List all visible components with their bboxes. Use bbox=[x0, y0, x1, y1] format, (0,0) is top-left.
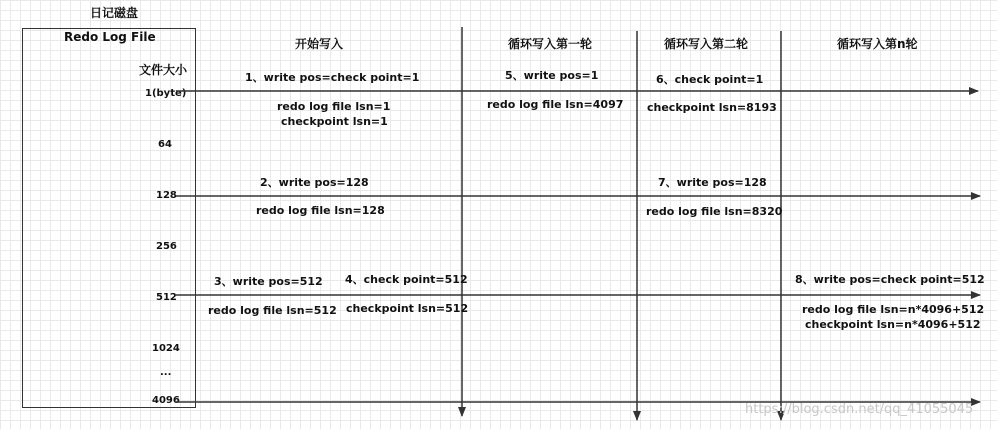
size-label-1: 1(byte) bbox=[145, 88, 187, 99]
phase-header-start: 开始写入 bbox=[295, 37, 344, 51]
note-3a: redo log file lsn=512 bbox=[208, 304, 337, 317]
note-1: 1、write pos=check point=1 bbox=[245, 71, 420, 84]
phase-header-round2: 循环写入第二轮 bbox=[664, 37, 749, 51]
note-5a: redo log file lsn=4097 bbox=[487, 98, 624, 111]
size-label-128: 128 bbox=[156, 190, 177, 201]
note-1a: redo log file lsn=1 bbox=[277, 100, 391, 113]
watermark: https://blog.csdn.net/qq_41055045 bbox=[745, 402, 974, 417]
note-2a: redo log file lsn=128 bbox=[256, 204, 385, 217]
size-label-4096: 4096 bbox=[152, 395, 180, 406]
note-8a: redo log file lsn=n*4096+512 bbox=[802, 303, 985, 316]
note-7a: redo log file lsn=8320 bbox=[646, 205, 783, 218]
size-header: 文件大小 bbox=[139, 63, 188, 77]
note-4: 4、check point=512 bbox=[345, 273, 468, 286]
size-label-ellipsis: ... bbox=[160, 367, 172, 378]
note-1b: checkpoint lsn=1 bbox=[281, 115, 388, 128]
note-5: 5、write pos=1 bbox=[505, 69, 599, 82]
size-label-64: 64 bbox=[158, 139, 172, 150]
note-4a: checkpoint lsn=512 bbox=[346, 302, 469, 315]
note-6a: checkpoint lsn=8193 bbox=[647, 101, 777, 114]
size-label-1024: 1024 bbox=[152, 343, 180, 354]
phase-header-round1: 循环写入第一轮 bbox=[508, 37, 593, 51]
note-8b: checkpoint lsn=n*4096+512 bbox=[805, 318, 981, 331]
note-7: 7、write pos=128 bbox=[658, 176, 767, 189]
note-8: 8、write pos=check point=512 bbox=[795, 273, 985, 286]
size-label-256: 256 bbox=[156, 241, 177, 252]
note-6: 6、check point=1 bbox=[656, 73, 764, 86]
size-label-512: 512 bbox=[156, 292, 177, 303]
file-title: Redo Log File bbox=[64, 30, 156, 44]
phase-header-roundn: 循环写入第n轮 bbox=[837, 37, 918, 51]
disk-title: 日记磁盘 bbox=[90, 6, 139, 20]
note-3: 3、write pos=512 bbox=[214, 275, 323, 288]
note-2: 2、write pos=128 bbox=[260, 176, 369, 189]
